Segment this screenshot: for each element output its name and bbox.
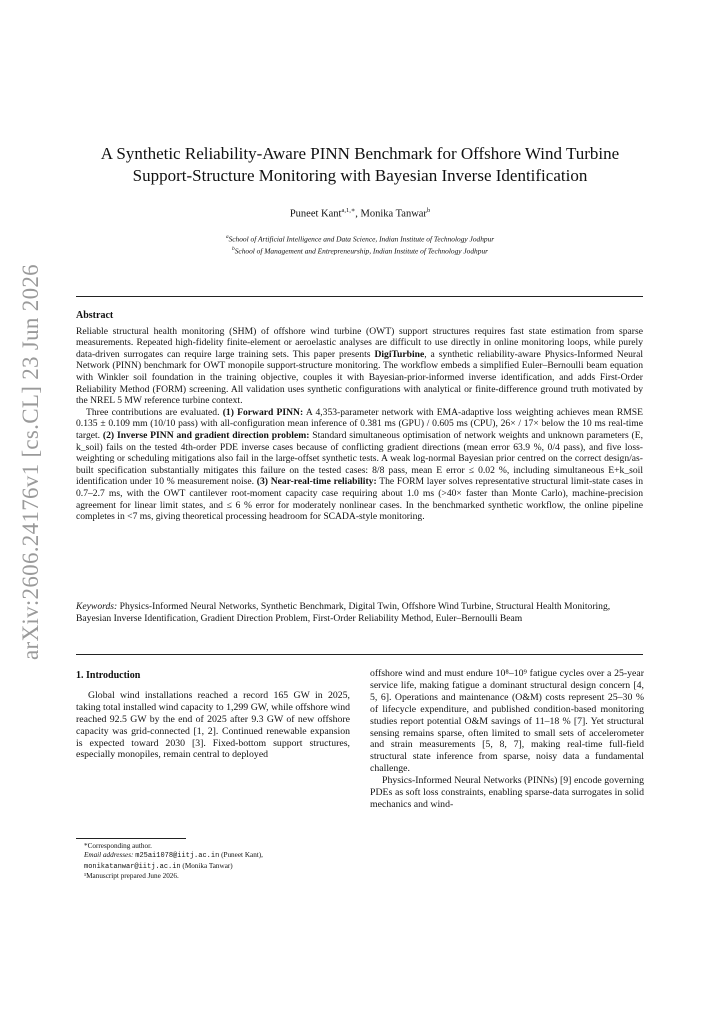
left-column bbox=[76, 670, 350, 761]
abstract-paragraph-1 bbox=[76, 326, 643, 407]
abstract-contribution-2: (2) Inverse PINN and gradient direction problem: bbox=[102, 429, 310, 441]
affiliations bbox=[76, 232, 644, 257]
paper-title bbox=[76, 143, 644, 187]
abstract-p2-text-c: Standard simultaneous optimisation of network weights and unknown parameters (E, k_soil) fails on the tested 4th-order PDE inverse cases because of conflicting gradient directions (mean error 63.9 %, 0/4 pass), and five loss-weighting or scheduling mitigations also fail in the large-offset synthetic tests. A weak log-normal Bayesian prior centred on the correct design/as-built specification substantially mitigates this failure on the tested cases: 8/8 pass, mean E error ≤ 0.02 %, including simultaneous E+k_soil identification under 10 % measurement noise. bbox=[76, 429, 643, 488]
intro-paragraph-2: Physics-Informed Neural Networks (PINNs) [9] encode governing PDEs as soft loss constraints, enabling sparse-data surrogates in solid mechanics and wind- bbox=[370, 775, 644, 810]
title-line-2: Support-Structure Monitoring with Bayesian Inverse Identification bbox=[132, 166, 588, 185]
intro-paragraph-1-continued: offshore wind and must endure 10⁸–10⁹ fatigue cycles over a 25-year service life, making fatigue a dominant structural design concern [4, 5, 6]. Operations and maintenance (O&M) costs represent 25–30 % of lifecycle expenditure, and published condition-based monitoring studies report potential O&M savings of 11–18 % [7]. Yet structural sensing remains sparse, often limited to small sets of accelerometer and strain measurements [5, 8, 7], making real-time full-field structural state inference from sparse, noisy data a fundamental challenge. bbox=[370, 668, 644, 775]
arxiv-identifier: arXiv:2606.24176v1 [cs.CL] 23 Jun 2026 bbox=[18, 264, 43, 660]
abstract-heading: Abstract bbox=[76, 310, 114, 321]
abstract-p2-text-b: A 4,353-parameter network with EMA-adaptive loss weighting achieves mean RMSE 0.135 ± 0.109 mm (10/10 pass) with all-configuration mean inference of 0.381 ms (GPU) / 0.605 ms (CPU), 26× / 17× below the 10 ms real-time target. bbox=[76, 406, 643, 441]
abstract-contribution-1: (1) Forward PINN: bbox=[222, 406, 304, 418]
author-separator: , bbox=[355, 208, 361, 220]
right-column bbox=[370, 668, 644, 811]
keywords-text: Physics-Informed Neural Networks, Synthetic Benchmark, Digital Twin, Offshore Wind Turbine, Structural Health Monitoring, Bayesian Inverse Identification, Gradient Direction Problem, First-Order Reliability Method, Euler–Bernoulli Beam bbox=[76, 601, 611, 624]
abstract-bottom-rule bbox=[76, 654, 643, 655]
footnote-emails-line2 bbox=[76, 862, 356, 872]
affiliation-a-text: School of Artificial Intelligence and Data Science, Indian Institute of Technology Jodhpur bbox=[228, 234, 495, 244]
affiliation-a-sup: a bbox=[225, 234, 229, 240]
title-line-1: A Synthetic Reliability-Aware PINN Benchmark for Offshore Wind Turbine bbox=[100, 144, 620, 163]
abstract-p2-text-d: The FORM layer solves representative structural limit-state cases in 0.7–2.7 ms, with the OWT cantilever root-moment capacity case requiring about 1.0 ms (>40× faster than Monte Carlo), machine-precision agreement for linear limit states, and ≤ 6 % error for moderately nonlinear cases. In the benchmarked synthetic workflow, the online pipeline completes in <7 ms, giving theoretical processing headroom for SCADA-style monitoring. bbox=[76, 476, 643, 523]
section-heading-introduction: 1. Introduction bbox=[76, 670, 141, 681]
footnote-manuscript: ¹Manuscript prepared June 2026. bbox=[84, 872, 179, 881]
email-2-owner: (Monika Tanwar) bbox=[180, 861, 233, 870]
abstract-paragraph-2 bbox=[76, 407, 643, 523]
abstract-contribution-3: (3) Near-real-time reliability: bbox=[256, 476, 377, 488]
affiliation-a bbox=[76, 232, 644, 244]
affiliation-b bbox=[76, 244, 644, 256]
email-link-2[interactable]: monikatanwar@iitj.ac.in bbox=[84, 862, 181, 871]
footnotes bbox=[76, 842, 356, 882]
intro-paragraph-1: Global wind installations reached a record 165 GW in 2025, taking total installed wind capacity to 1,299 GW, while offshore wind reached 92.5 GW by the end of 2025 after 9.3 GW of new offshore capacity was grid-connected [1, 2]. Continued renewable expansion is expected toward 2030 [3]. Fixed-bottom support structures, especially monopiles, remain central to deployed bbox=[76, 689, 350, 761]
author-list bbox=[76, 206, 644, 220]
footnote-emails bbox=[76, 851, 356, 861]
author-2-sup: b bbox=[426, 207, 431, 214]
keywords-label: Keywords: bbox=[76, 601, 118, 612]
email-1-owner: (Puneet Kant), bbox=[219, 851, 263, 860]
abstract-p1-text-a: Reliable structural health monitoring (SHM) of offshore wind turbine (OWT) support structures requires fast state estimation from sparse measurements. Repeated high-fidelity finite-element or aeroelastic analyses are difficult to use directly in online monitoring loops, while purely data-driven surrogates can require large training sets. This paper presents bbox=[76, 325, 643, 360]
abstract-p1-name: DigiTurbine bbox=[374, 348, 425, 360]
abstract-section bbox=[76, 310, 643, 523]
author-1-name: Puneet Kant bbox=[289, 208, 342, 220]
affiliation-b-sup: b bbox=[231, 246, 235, 253]
abstract-top-rule bbox=[76, 296, 643, 297]
footnote-rule bbox=[76, 838, 186, 839]
author-1-sup: a,1,∗ bbox=[341, 207, 356, 214]
footnote-corresponding: *Corresponding author. bbox=[84, 842, 152, 850]
author-2-name: Monika Tanwar bbox=[360, 208, 427, 220]
email-link-1[interactable]: m25ai1078@iitj.ac.in bbox=[135, 852, 220, 861]
abstract-p1-text-b: , a synthetic reliability-aware Physics-Informed Neural Network (PINN) benchmark for OWT monopile support-structure monitoring. The workflow embeds a simplified Euler–Bernoulli beam equation with Winkler soil foundation in the training objective, couples it with Bayesian-prior-informed inverse identification, and adds First-Order Reliability Method (FORM) screening. All validation uses synthetic configurations with analytical or finite-difference ground truth motivated by the NREL 5 MW reference turbine context. bbox=[76, 348, 643, 407]
affiliation-b-text: School of Management and Entrepreneurship, Indian Institute of Technology Jodhpur bbox=[234, 246, 489, 256]
abstract-p2-text-a: Three contributions are evaluated. bbox=[86, 406, 223, 418]
keywords bbox=[76, 601, 643, 624]
email-label: Email addresses: bbox=[84, 851, 134, 860]
